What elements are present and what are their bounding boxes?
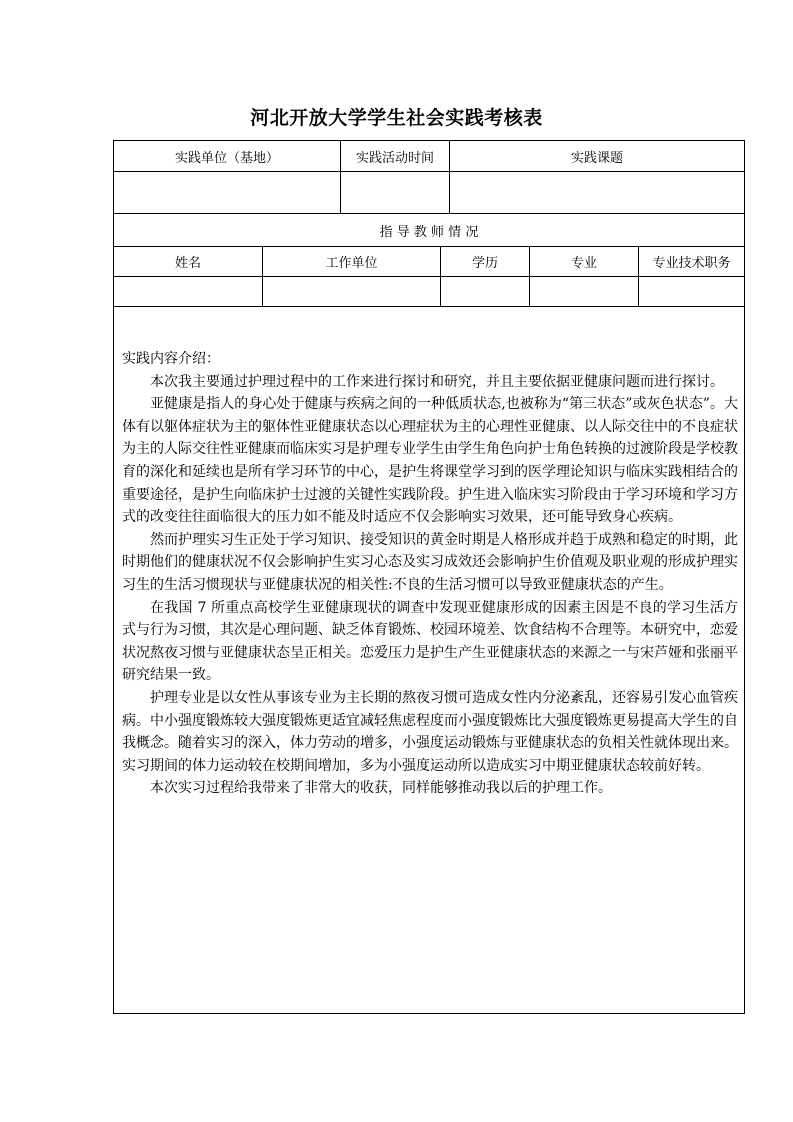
teacher-workplace-field[interactable] <box>263 277 440 306</box>
practice-unit-field[interactable] <box>114 172 340 213</box>
header-practice-topic: 实践课题 <box>570 150 623 166</box>
practice-topic-field[interactable] <box>450 172 744 213</box>
content-heading: 实践内容介绍： <box>122 351 220 367</box>
practice-content <box>122 348 738 800</box>
content-paragraph: 护理专业是以女性从事该专业为主长期的熬夜习惯可造成女性内分泌紊乱，还容易引发心血管疾病。中小强度锻炼较大强度锻炼更适宜减轻焦虑程度而小强度锻炼比大强度锻炼更易提高大学生的自我概念。随着实习的深入，体力劳动的增多，小强度运动锻炼与亚健康状态的负相关性就体现出来。实习期间的体力运动较在校期间增加，多为小强度运动所以造成实习中期亚健康状态较前好转。 <box>122 689 738 774</box>
teacher-section-title: 指 导 教 师 情 况 <box>379 224 479 240</box>
teacher-education-header: 学历 <box>471 256 498 271</box>
content-paragraph: 然而护理实习生正处于学习知识、接受知识的黄金时期是人格形成并趋于成熟和稳定的时期，此时期他们的健康状况不仅会影响护生实习心态及实习成效还会影响护生价值观及职业观的形成护理实习生的生活习惯现状与亚健康状况的相关性:不良的生活习惯可以导致亚健康状态的产生。 <box>122 531 738 593</box>
teacher-name-field[interactable] <box>114 277 262 306</box>
teacher-position-header: 专业技术职务 <box>652 256 731 271</box>
teacher-major-header: 专业 <box>570 256 597 271</box>
content-paragraph: 本次实习过程给我带来了非常大的收获，同样能够推动我以后的护理工作。 <box>150 780 612 797</box>
row-divider <box>114 306 744 307</box>
header-practice-unit: 实践单位（基地） <box>174 150 279 166</box>
content-paragraph: 亚健康是指人的身心处于健康与疾病之间的一种低质状态,也被称为“第三状态”或灰色状态”。大体有以躯体症状为主的躯体性亚健康状态以心理症状为主的心理性亚健康、以人际交往中的不良症状为主的人际交往性亚健康而临床实习是护理专业学生由学生角色向护士角色转换的过渡阶段是学校教育的深化和延续也是所有学习环节的中心，是护生将课堂学习到的医学理论知识与临床实践相结合的重要途径，是护生向临床护士过渡的关键性实践阶段。护生进入临床实习阶段由于学习环境和学习方式的改变往往面临很大的压力如不能及时适应不仅会影响实习效果，还可能导致身心疾病。 <box>122 396 738 526</box>
assessment-table <box>113 140 745 1014</box>
teacher-major-field[interactable] <box>530 277 638 306</box>
content-paragraph: 在我国 7 所重点高校学生亚健康现状的调查中发现亚健康形成的因素主因是不良的学习生活方式与行为习惯，其次是心理问题、缺乏体育锻炼、校园环境差、饮食结构不合理等。本研究中，恋爱状况熬夜习惯与亚健康状态呈正相关。恋爱压力是护生产生亚健康状态的来源之一与宋芦娅和张丽平研究结果一致。 <box>122 599 738 684</box>
page-title: 河北开放大学学生社会实践考核表 <box>250 107 543 129</box>
teacher-position-field[interactable] <box>639 277 744 306</box>
header-activity-time: 实践活动时间 <box>355 150 434 166</box>
teacher-workplace-header: 工作单位 <box>325 256 378 271</box>
teacher-education-field[interactable] <box>441 277 529 306</box>
activity-time-field[interactable] <box>341 172 449 213</box>
teacher-name-header: 姓名 <box>174 256 201 271</box>
content-paragraph: 本次我主要通过护理过程中的工作来进行探讨和研究，并且主要依据亚健康问题而进行探讨。 <box>150 373 724 390</box>
